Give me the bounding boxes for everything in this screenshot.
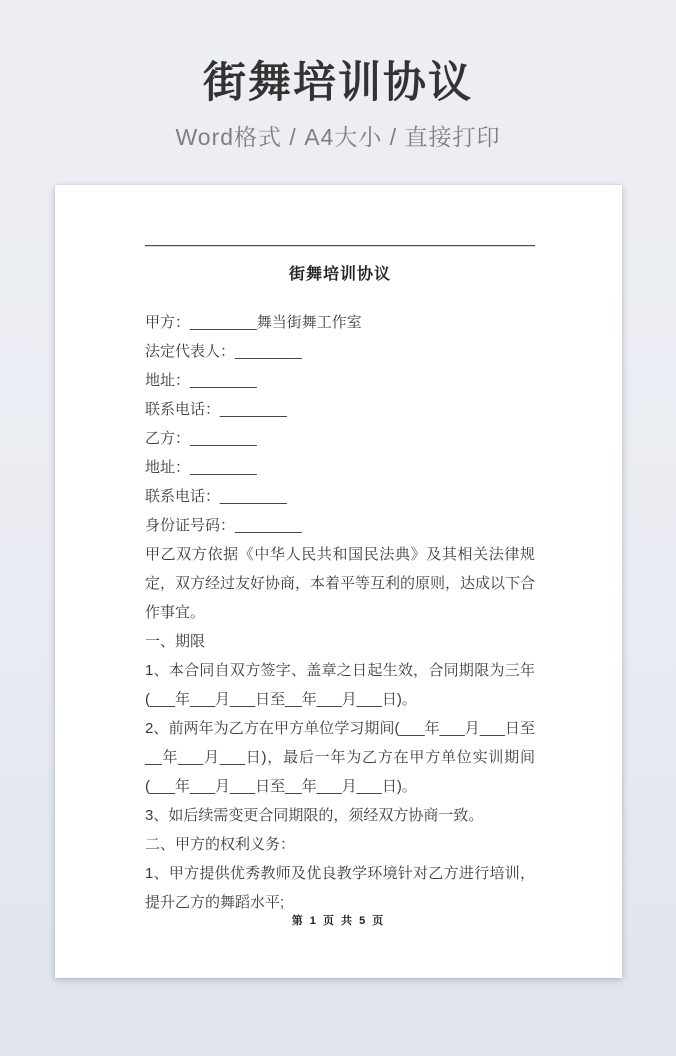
- document-line: 二、甲方的权利义务：: [145, 836, 296, 853]
- document-line: 联系电话：________: [145, 488, 287, 505]
- page-subtitle: Word格式 / A4大小 / 直接打印: [175, 123, 501, 150]
- document-body: [145, 308, 535, 917]
- document-line: 2、前两年为乙方在甲方单位学习期间(___年___月___日至__年___月___日)，最后一年为乙方在甲方单位实训期间(___年___月___日至__年___月___日)。: [145, 720, 535, 795]
- document-line: 法定代表人：________: [145, 343, 302, 360]
- document-line: 联系电话：________: [145, 401, 287, 418]
- document-line: 一、期限: [145, 633, 206, 650]
- document-line: 地址：________: [145, 372, 257, 389]
- hero-header: [0, 0, 676, 152]
- document-line: 1、甲方提供优秀教师及优良教学环境针对乙方进行培训，提升乙方的舞蹈水平;: [145, 865, 535, 911]
- document-line: 身份证号码：________: [145, 517, 302, 534]
- document-line: 乙方：________: [145, 430, 257, 447]
- document-line: 地址：________: [145, 459, 257, 476]
- document-line: 1、本合同自双方签字、盖章之日起生效，合同期限为三年(___年___月___日至__年___月___日)。: [145, 662, 535, 708]
- page-number-footer: 第 1 页 共 5 页: [291, 915, 386, 927]
- page-title: 街舞培训协议: [203, 59, 473, 107]
- document-line: 甲方：________舞当街舞工作室: [145, 314, 362, 331]
- document-title: 街舞培训协议: [288, 266, 391, 283]
- document-line: 甲乙双方依据《中华人民共和国民法典》及其相关法律规定，双方经过友好协商，本着平等互利的原则，达成以下合作事宜。: [145, 546, 536, 621]
- document-line: 3、如后续需变更合同期限的，须经双方协商一致。: [145, 807, 484, 824]
- document-header-rule: [145, 245, 535, 247]
- document-page: [55, 185, 622, 978]
